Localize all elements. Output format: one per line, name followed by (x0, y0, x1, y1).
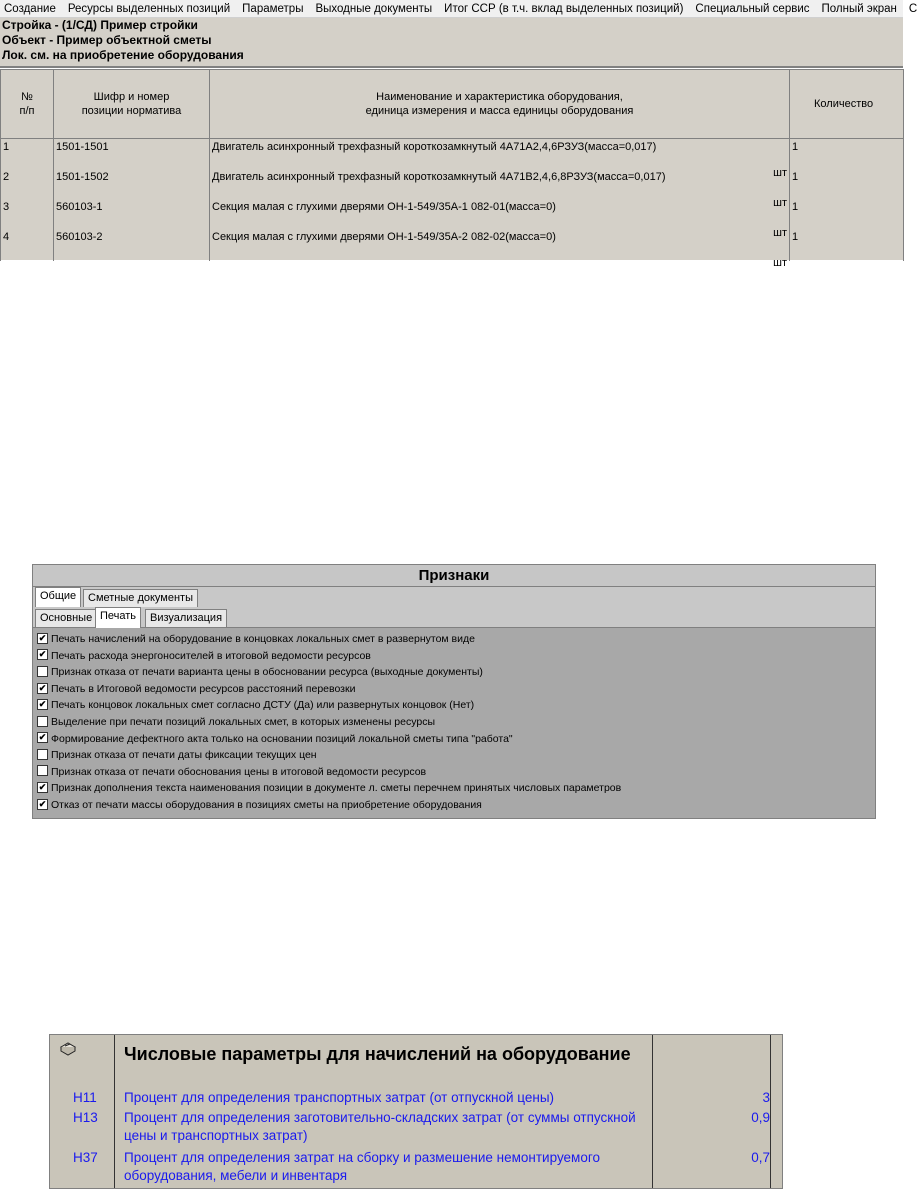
checkbox-row[interactable] (37, 664, 875, 681)
param-code: Н37 (73, 1150, 98, 1165)
checkbox-checked[interactable]: ✔ (38, 798, 47, 809)
checkbox-label: Признак отказа от печати обоснования цены в итоговой ведомости ресурсов (51, 765, 427, 778)
row-quantity: 1 (790, 201, 904, 231)
checkbox-row[interactable] (37, 648, 875, 665)
tab-estimate-docs[interactable]: Сметные документы (83, 589, 198, 607)
row-name-text: Секция малая с глухими дверями ОН-1-549/35А-2 082-02(масса=0) (212, 231, 556, 243)
row-unit: шт (773, 197, 787, 209)
row-name-text: Секция малая с глухими дверями ОН-1-549/35А-1 082-01(масса=0) (212, 201, 556, 213)
checkbox-row[interactable] (37, 681, 875, 698)
param-code: Н13 (73, 1110, 98, 1125)
column-header-number (1, 70, 54, 139)
tab-visualization[interactable]: Визуализация (145, 609, 227, 627)
param-value: 3 (762, 1090, 770, 1105)
param-text: Процент для определения затрат на сборку и размешение немонтируемого оборудования, мебели и инвентаря (124, 1150, 600, 1183)
row-code: 560103-1 (54, 201, 210, 231)
column-header-code (54, 70, 210, 139)
menu-item-more[interactable]: С (908, 3, 918, 15)
row-code: 1501-1502 (54, 171, 210, 201)
checkbox-row[interactable] (37, 714, 875, 731)
row-number: 3 (1, 201, 54, 231)
checkbox-label: Признак отказа от печати даты фиксации текущих цен (51, 749, 317, 762)
checkbox-row[interactable] (37, 731, 875, 748)
column-divider (770, 1035, 771, 1188)
menu-item-output-docs[interactable]: Выходные документы (315, 3, 433, 15)
checkbox-checked[interactable]: ✔ (38, 649, 47, 660)
checkbox-label: Формирование дефектного акта только на основании позиций локальной сметы типа "работа" (51, 732, 513, 745)
checkbox-label: Печать начислений на оборудование в концовках локальных смет в развернутом виде (51, 633, 475, 645)
checkbox-label: Печать концовок локальных смет согласно ДСТУ (Да) или развернутых концовок (Нет) (51, 699, 475, 712)
row-name-text: Двигатель асинхронный трехфазный короткозамкнутый 4А71В2,4,6,8РЗУЗ(масса=0,017) (212, 171, 666, 183)
checkbox-row[interactable] (37, 797, 875, 814)
checkbox-row[interactable] (37, 697, 875, 714)
equipment-table (0, 69, 903, 269)
column-divider (114, 1035, 115, 1188)
checkbox-row[interactable] (37, 747, 875, 764)
table-row[interactable] (1, 171, 904, 201)
menu-item-resources[interactable]: Ресурсы выделенных позиций (67, 3, 231, 15)
menu-item-parameters[interactable]: Параметры (242, 3, 304, 15)
row-unit: шт (773, 227, 787, 239)
tab-basic[interactable]: Основные (35, 609, 97, 627)
param-value: 0,7 (751, 1150, 770, 1165)
tab-general[interactable]: Общие (35, 587, 81, 608)
checkbox-unchecked[interactable] (37, 749, 48, 760)
column-header-number-text: № п/п (19, 91, 35, 117)
priznaki-title: Признаки (33, 565, 875, 587)
checkbox-label: Отказ от печати массы оборудования в позициях сметы на приобретение оборудования (51, 798, 482, 811)
checkbox-label: Выделение при печати позиций локальных смет, в которых изменены ресурсы (51, 715, 435, 728)
table-row[interactable] (1, 139, 904, 172)
param-text: Процент для определения заготовительно-складских затрат (от суммы отпускной цены и транспортных затрат) (124, 1110, 636, 1143)
checkbox-unchecked[interactable] (37, 765, 48, 776)
priznaki-panel (32, 564, 876, 819)
row-number: 2 (1, 171, 54, 201)
checkbox-row[interactable] (37, 764, 875, 781)
top-tab-row (33, 587, 875, 607)
checkbox-label: Признак отказа от печати варианта цены в обосновании ресурса (выходные документы) (51, 666, 483, 679)
checkbox-label: Печать в Итоговой ведомости ресурсов расстояний перевозки (51, 682, 356, 695)
checkbox-checked[interactable]: ✔ (38, 699, 47, 710)
numeric-params-title: Числовые параметры для начислений на оборудование (124, 1044, 631, 1064)
column-header-quantity-text: Количество (814, 98, 874, 110)
checkbox-label: Признак дополнения текста наименования позиции в документе л. сметы перечнем принятых числовых параметров (51, 782, 622, 795)
checkbox-unchecked[interactable] (37, 716, 48, 727)
menu-bar (0, 0, 918, 18)
tab-print[interactable]: Печать (95, 607, 141, 628)
checkbox-label: Печать расхода энергоносителей в итоговой ведомости ресурсов (51, 649, 371, 662)
row-number: 1 (1, 139, 54, 172)
menu-item-ssr-total[interactable]: Итог ССР (в т.ч. вклад выделенных позиций) (444, 3, 684, 15)
sub-tab-row (33, 607, 875, 628)
row-name (210, 231, 790, 269)
table-row[interactable] (1, 201, 904, 231)
row-quantity: 1 (790, 231, 904, 261)
menu-item-special-service[interactable]: Специальный сервис (695, 3, 810, 15)
column-header-code-text: Шифр и номер позиции норматива (81, 91, 182, 117)
local-estimate-title: Лок. см. на приобретение оборудования (2, 48, 244, 62)
column-header-quantity (790, 70, 904, 139)
row-quantity: 1 (790, 139, 904, 172)
param-code: Н11 (73, 1090, 97, 1105)
param-text: Процент для определения транспортных затрат (от отпускной цены) (124, 1090, 555, 1105)
param-value: 0,9 (751, 1110, 770, 1125)
row-unit: шт (773, 257, 787, 269)
column-divider (652, 1035, 653, 1188)
row-unit: шт (773, 167, 787, 179)
checkbox-unchecked[interactable] (37, 666, 48, 677)
checkbox-checked[interactable]: ✔ (38, 732, 47, 743)
printer-icon[interactable] (58, 1041, 78, 1062)
checkbox-checked[interactable]: ✔ (38, 632, 47, 643)
numeric-params-panel (49, 1034, 783, 1189)
checkbox-list (33, 628, 875, 814)
table-row[interactable] (1, 231, 904, 261)
construction-title: Стройка - (1/СД) Пример стройки (2, 18, 198, 32)
estimate-header (0, 18, 903, 68)
column-header-name-text: Наименование и характеристика оборудования, единица измерения и масса единицы оборудования (365, 91, 634, 117)
checkbox-row[interactable] (37, 780, 875, 797)
row-name-text: Двигатель асинхронный трехфазный короткозамкнутый 4А71А2,4,6РЗУЗ(масса=0,017) (212, 141, 657, 153)
checkbox-checked[interactable]: ✔ (38, 682, 47, 693)
row-code: 1501-1501 (54, 139, 210, 172)
checkbox-row[interactable] (37, 631, 875, 648)
object-title: Объект - Пример объектной сметы (2, 33, 212, 47)
row-quantity: 1 (790, 171, 904, 201)
menu-item-full-screen[interactable]: Полный экран (821, 3, 897, 15)
column-header-name (210, 70, 790, 139)
row-number: 4 (1, 231, 54, 261)
menu-item-create[interactable]: Создание (4, 3, 56, 15)
checkbox-checked[interactable]: ✔ (38, 782, 47, 793)
row-code: 560103-2 (54, 231, 210, 261)
